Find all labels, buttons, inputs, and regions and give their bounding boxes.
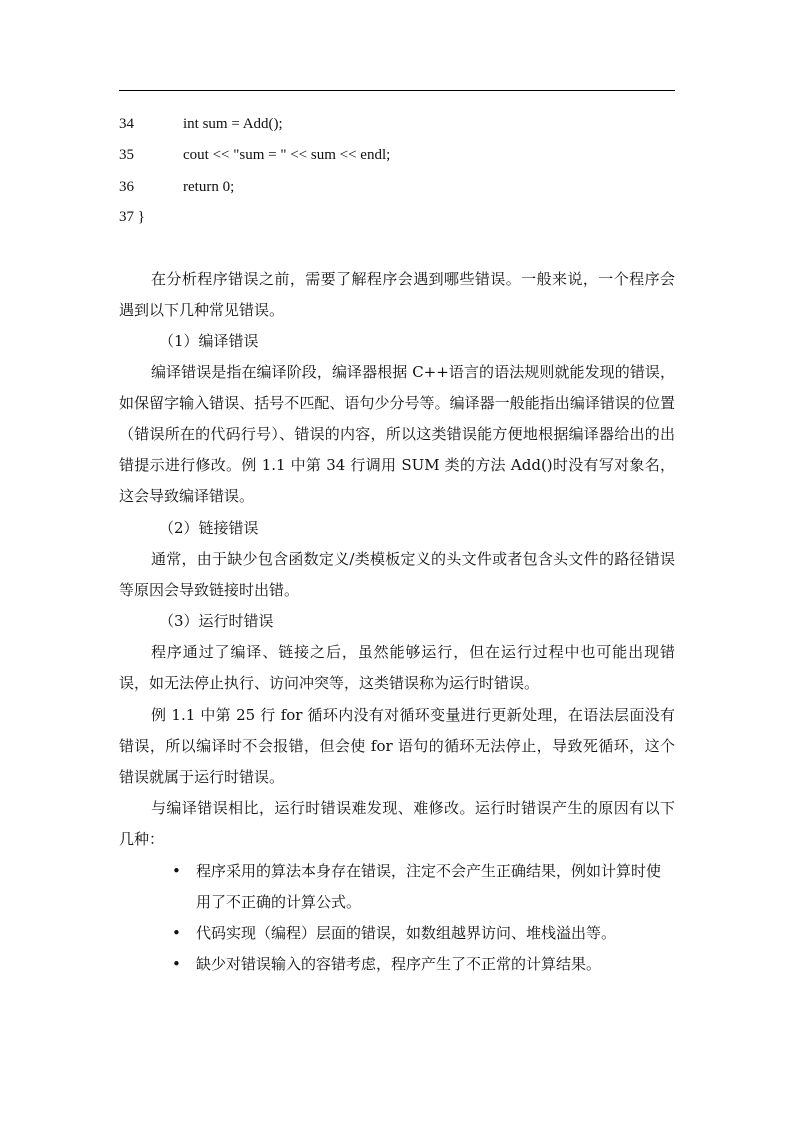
code-line-text: return 0; xyxy=(183,179,235,195)
code-line-number: 35 xyxy=(119,147,134,163)
code-line-number: 37 } xyxy=(119,209,145,225)
section-heading-link: （2）链接错误 xyxy=(159,519,259,537)
code-line xyxy=(119,145,390,165)
code-line xyxy=(119,114,283,134)
code-line-number: 36 xyxy=(119,179,134,195)
code-line xyxy=(119,207,145,227)
cause-list xyxy=(168,856,668,980)
list-item xyxy=(168,918,668,949)
list-item-text: 代码实现（编程）层面的错误，如数组越界访问、堆栈溢出等。 xyxy=(196,924,617,942)
section-heading-runtime: （3）运行时错误 xyxy=(159,612,274,630)
bullet-icon: • xyxy=(172,862,181,880)
section-paragraph: 例 1.1 中第 25 行 for 循环内没有对循环变量进行更新处理，在语法层面没有错误，所以编译时不会报错，但会使 for 语句的循环无法停止，导致死循环，这个错误就属于运行时错误。 xyxy=(119,706,675,786)
header-rule xyxy=(119,90,675,91)
section-paragraph: 程序通过了编译、链接之后，虽然能够运行，但在运行过程中也可能出现错误，如无法停止执行、访问冲突等，这类错误称为运行时错误。 xyxy=(119,643,675,692)
list-item-text: 缺少对错误输入的容错考虑，程序产生了不正常的计算结果。 xyxy=(196,955,602,973)
code-line xyxy=(119,177,234,197)
section-paragraph: 与编译错误相比，运行时错误难发现、难修改。运行时错误产生的原因有以下几种： xyxy=(119,799,675,848)
intro-paragraph: 在分析程序错误之前，需要了解程序会遇到哪些错误。一般来说，一个程序会遇到以下几种常见错误。 xyxy=(119,270,675,319)
bullet-icon: • xyxy=(172,924,181,942)
bullet-icon: • xyxy=(172,955,181,973)
section-paragraph: 通常，由于缺少包含函数定义/类模板定义的头文件或者包含头文件的路径错误等原因会导致链接时出错。 xyxy=(119,550,675,599)
section-paragraph: 编译错误是指在编译阶段，编译器根据 C++语言的语法规则就能发现的错误，如保留字输入错误、括号不匹配、语句少分号等。编译器一般能指出编译错误的位置（错误所在的代码行号）、错误的内容，所以这类错误能方便地根据编译器给出的出错提示进行修改。例 1.1 中第 34 行调用 SUM 类的方法 Add()时没有写对象名，这会导致编译错误。 xyxy=(119,363,675,505)
section-heading-compile: （1）编译错误 xyxy=(159,332,259,350)
list-item xyxy=(168,856,668,918)
code-line-text: int sum = Add(); xyxy=(183,116,283,132)
code-line-number: 34 xyxy=(119,116,134,132)
code-line-text: cout << "sum = " << sum << endl; xyxy=(183,147,391,163)
list-item xyxy=(168,949,668,980)
list-item-text: 程序采用的算法本身存在错误，注定不会产生正确结果，例如计算时使用了不正确的计算公式。 xyxy=(196,862,662,911)
